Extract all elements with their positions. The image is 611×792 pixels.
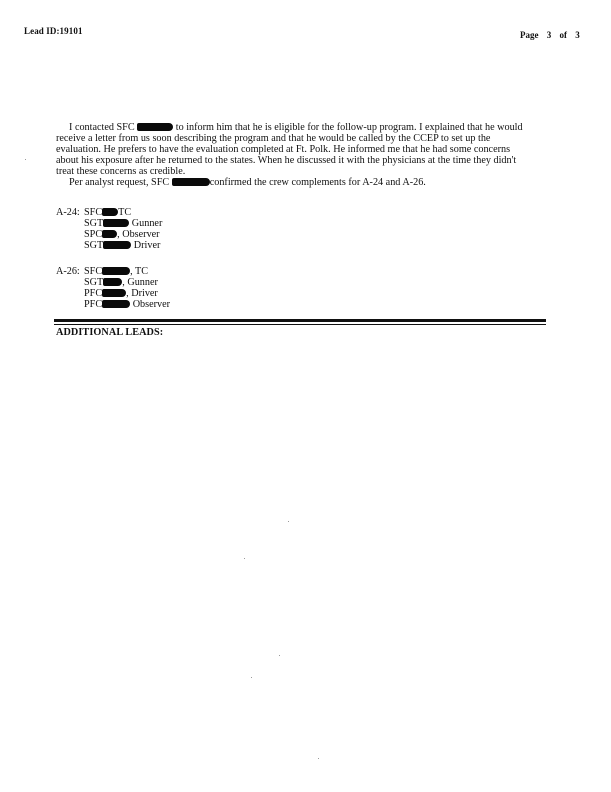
redaction-mark [102, 267, 130, 275]
paragraph-line: about his exposure after he returned to the states. When he discussed it with the physicians at the time they didn't [56, 155, 517, 166]
crew-row [56, 229, 162, 240]
text-run: to inform him that he is eligible for the follow-up program. I explained that he would [173, 122, 523, 133]
redaction-mark [102, 230, 117, 238]
crew-role: , Observer [117, 229, 160, 240]
crew-name: A-26: [56, 266, 80, 277]
paragraph-line: treat these concerns as credible. [56, 166, 186, 177]
scan-speck [318, 758, 319, 759]
redaction-mark [172, 178, 210, 186]
crew-list-a24 [56, 207, 162, 251]
crew-role: , Gunner [122, 277, 158, 288]
crew-role: Driver [131, 240, 161, 251]
scan-speck [244, 558, 245, 559]
crew-role: TC [118, 207, 132, 218]
scan-speck [279, 655, 280, 656]
redaction-mark [103, 219, 129, 227]
crew-rank: SFC [84, 207, 103, 218]
crew-row [56, 299, 170, 310]
lead-id: Lead ID:19101 [24, 26, 83, 36]
additional-leads-heading: ADDITIONAL LEADS: [56, 327, 164, 338]
crew-role: Gunner [129, 218, 163, 229]
crew-rank: PFC [84, 299, 103, 310]
crew-row [56, 218, 162, 229]
scan-speck [251, 677, 252, 678]
crew-rank: PFC [84, 288, 103, 299]
redaction-mark [137, 123, 173, 131]
scan-speck [25, 159, 26, 160]
crew-role: , TC [130, 266, 149, 277]
scan-speck [288, 521, 289, 522]
crew-name: A-24: [56, 207, 80, 218]
redaction-mark [103, 278, 122, 286]
paragraph-line: evaluation. He prefers to have the evaluation completed at Ft. Polk. He informed me that he had some concerns [56, 144, 511, 155]
crew-list-a26 [56, 266, 170, 310]
crew-row [56, 240, 162, 251]
text-run: I contacted SFC [69, 122, 138, 133]
crew-rank: SGT [84, 277, 104, 288]
paragraph-line: receive a letter from us soon describing the program and that he would be called by the CCEP to set up the [56, 133, 491, 144]
crew-row [56, 207, 162, 218]
crew-rank: SGT [84, 218, 104, 229]
section-divider-thick [54, 319, 546, 322]
text-run: Per analyst request, SFC [69, 177, 172, 188]
text-run: confirmed the crew complements for A-24 and A-26. [209, 177, 426, 188]
page-number [520, 30, 584, 40]
redaction-mark [102, 208, 118, 216]
crew-role: , Driver [126, 288, 158, 299]
section-divider-thin [54, 324, 546, 325]
redaction-mark [103, 241, 131, 249]
crew-rank: SGT [84, 240, 104, 251]
crew-row [56, 266, 170, 277]
crew-rank: SFC [84, 266, 103, 277]
paragraph-line [56, 122, 556, 133]
crew-role: Observer [130, 299, 171, 310]
page-word: Page [520, 30, 539, 40]
redaction-mark [102, 289, 126, 297]
redaction-mark [102, 300, 130, 308]
crew-rank: SPC [84, 229, 103, 240]
page-of: of [559, 30, 567, 40]
page-total: 3 [575, 30, 580, 40]
page-current: 3 [546, 30, 552, 40]
crew-row [56, 277, 170, 288]
narrative-text [56, 122, 556, 188]
crew-row [56, 288, 170, 299]
paragraph-line [56, 177, 556, 188]
